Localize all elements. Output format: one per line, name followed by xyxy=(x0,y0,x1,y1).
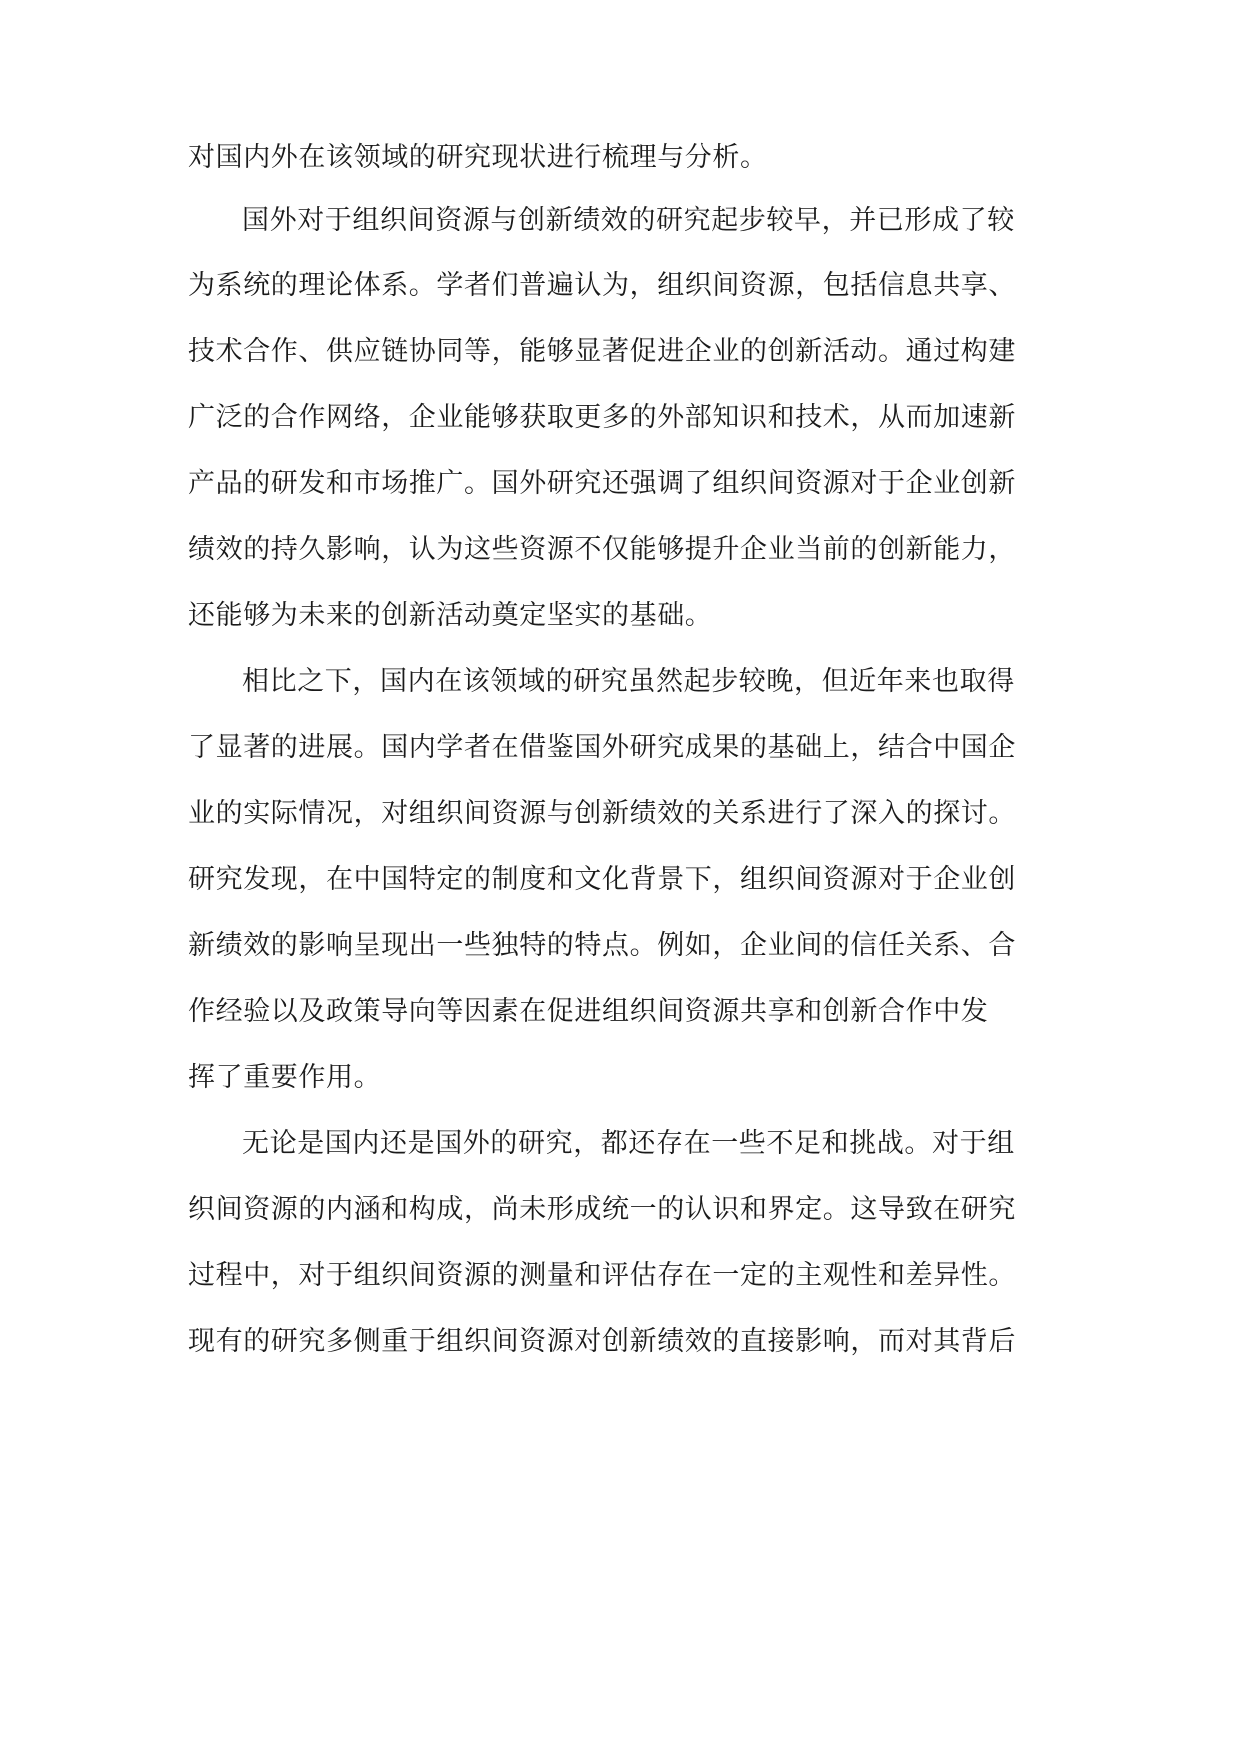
text-line: 无论是国内还是国外的研究，都还存在一些不足和挑战。对于组 xyxy=(242,1128,1015,1159)
text-line: 作经验以及政策导向等因素在促进组织间资源共享和创新合作中发 xyxy=(188,996,989,1027)
text-line: 对国内外在该领域的研究现状进行梳理与分析。 xyxy=(188,142,768,173)
text-line: 了显著的进展。国内学者在借鉴国外研究成果的基础上，结合中国企 xyxy=(188,732,1016,763)
text-line: 技术合作、供应链协同等，能够显著促进企业的创新活动。通过构建 xyxy=(188,336,1016,367)
text-line: 绩效的持久影响，认为这些资源不仅能够提升企业当前的创新能力， xyxy=(188,534,1016,565)
text-line: 织间资源的内涵和构成，尚未形成统一的认识和界定。这导致在研究 xyxy=(188,1194,1016,1225)
text-line: 挥了重要作用。 xyxy=(188,1062,382,1093)
text-line: 相比之下，国内在该领域的研究虽然起步较晚，但近年来也取得 xyxy=(242,666,1015,697)
text-line: 研究发现，在中国特定的制度和文化背景下，组织间资源对于企业创 xyxy=(188,864,1016,895)
text-line: 国外对于组织间资源与创新绩效的研究起步较早，并已形成了较 xyxy=(242,205,1015,236)
text-line: 广泛的合作网络，企业能够获取更多的外部知识和技术，从而加速新 xyxy=(188,402,1016,433)
text-line: 业的实际情况，对组织间资源与创新绩效的关系进行了深入的探讨。 xyxy=(188,798,1016,829)
text-line: 产品的研发和市场推广。国外研究还强调了组织间资源对于企业创新 xyxy=(188,468,1016,499)
text-line: 新绩效的影响呈现出一些独特的特点。例如，企业间的信任关系、合 xyxy=(188,930,1016,961)
text-line: 还能够为未来的创新活动奠定坚实的基础。 xyxy=(188,600,713,631)
text-line: 现有的研究多侧重于组织间资源对创新绩效的直接影响，而对其背后 xyxy=(188,1326,1016,1357)
text-line: 过程中，对于组织间资源的测量和评估存在一定的主观性和差异性。 xyxy=(188,1260,1016,1291)
text-line: 为系统的理论体系。学者们普遍认为，组织间资源，包括信息共享、 xyxy=(188,270,1016,301)
